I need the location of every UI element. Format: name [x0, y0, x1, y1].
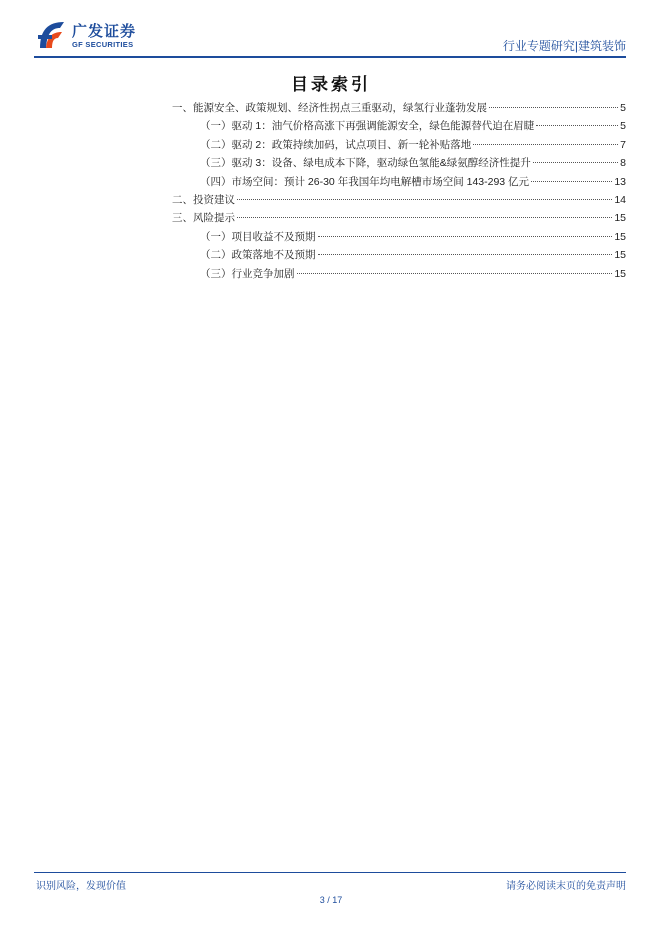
toc-entry-page: 7 [620, 138, 626, 151]
toc-entry-page: 15 [614, 267, 626, 280]
footer-divider [34, 872, 626, 873]
toc-entry-page: 13 [614, 175, 626, 188]
toc-title: 目录索引 [291, 75, 371, 94]
toc-leader-dots [318, 254, 613, 255]
toc-entry-page: 8 [620, 157, 626, 170]
toc-entry-1[interactable] [172, 100, 626, 118]
toc-leader-dots [237, 217, 612, 218]
toc-entry-text: 一、能源安全、政策规划、经济性拐点三重驱动，绿氢行业蓬勃发展 [172, 102, 487, 114]
gf-logo-icon [34, 18, 68, 52]
toc-leader-dots [489, 107, 618, 108]
toc-entry-page: 5 [620, 120, 626, 133]
toc-entry-text: （二）政策落地不及预期 [200, 249, 316, 262]
toc-entry-text: （三）驱动 3：设备、绿电成本下降，驱动绿色氢能&绿氨醇经济性提升 [200, 157, 531, 170]
toc-entry-3[interactable] [172, 210, 626, 228]
toc-entry-page: 5 [620, 102, 626, 114]
toc-entry-3-1[interactable] [172, 229, 626, 247]
header-divider [34, 56, 626, 58]
toc-entry-text: （三）行业竞争加剧 [200, 267, 295, 280]
toc-entry-2[interactable] [172, 192, 626, 210]
toc-entry-text: （四）市场空间：预计 26-30 年我国年均电解槽市场空间 143-293 亿元 [200, 175, 530, 188]
toc-entry-1-1[interactable] [172, 118, 626, 136]
report-category: 行业专题研究|建筑装饰 [502, 39, 626, 53]
page-number: 3 / 17 [319, 895, 343, 905]
toc-leader-dots [237, 199, 612, 200]
toc-entry-text: （一）项目收益不及预期 [200, 230, 316, 243]
toc-entry-text: （二）驱动 2：政策持续加码，试点项目、新一轮补贴落地 [200, 138, 472, 151]
toc-entry-1-2[interactable] [172, 137, 626, 155]
toc-entry-1-4[interactable] [172, 174, 626, 192]
toc-leader-dots [531, 181, 612, 182]
toc-entry-page: 15 [614, 230, 626, 243]
footer-slogan: 识别风险，发现价值 [36, 881, 126, 892]
company-logo [34, 18, 154, 54]
toc-entry-page: 15 [614, 212, 626, 225]
footer-disclaimer-note: 请务必阅读末页的免责声明 [506, 881, 626, 892]
table-of-contents [172, 100, 626, 284]
toc-entry-3-2[interactable] [172, 247, 626, 265]
toc-entry-page: 14 [614, 193, 626, 206]
toc-entry-text: 三、风险提示 [172, 212, 235, 225]
toc-entry-text: 二、投资建议 [172, 193, 235, 206]
toc-leader-dots [533, 162, 618, 163]
toc-leader-dots [297, 273, 613, 274]
toc-leader-dots [473, 144, 618, 145]
brand-name-cn: 广发证券 [72, 23, 137, 40]
toc-entry-1-3[interactable] [172, 155, 626, 173]
toc-entry-3-3[interactable] [172, 266, 626, 284]
brand-name-en: GF SECURITIES [72, 40, 134, 49]
toc-leader-dots [536, 125, 618, 126]
toc-entry-page: 15 [614, 249, 626, 262]
toc-leader-dots [318, 236, 613, 237]
toc-entry-text: （一）驱动 1：油气价格高涨下再强调能源安全，绿色能源替代迫在眉睫 [200, 120, 535, 133]
